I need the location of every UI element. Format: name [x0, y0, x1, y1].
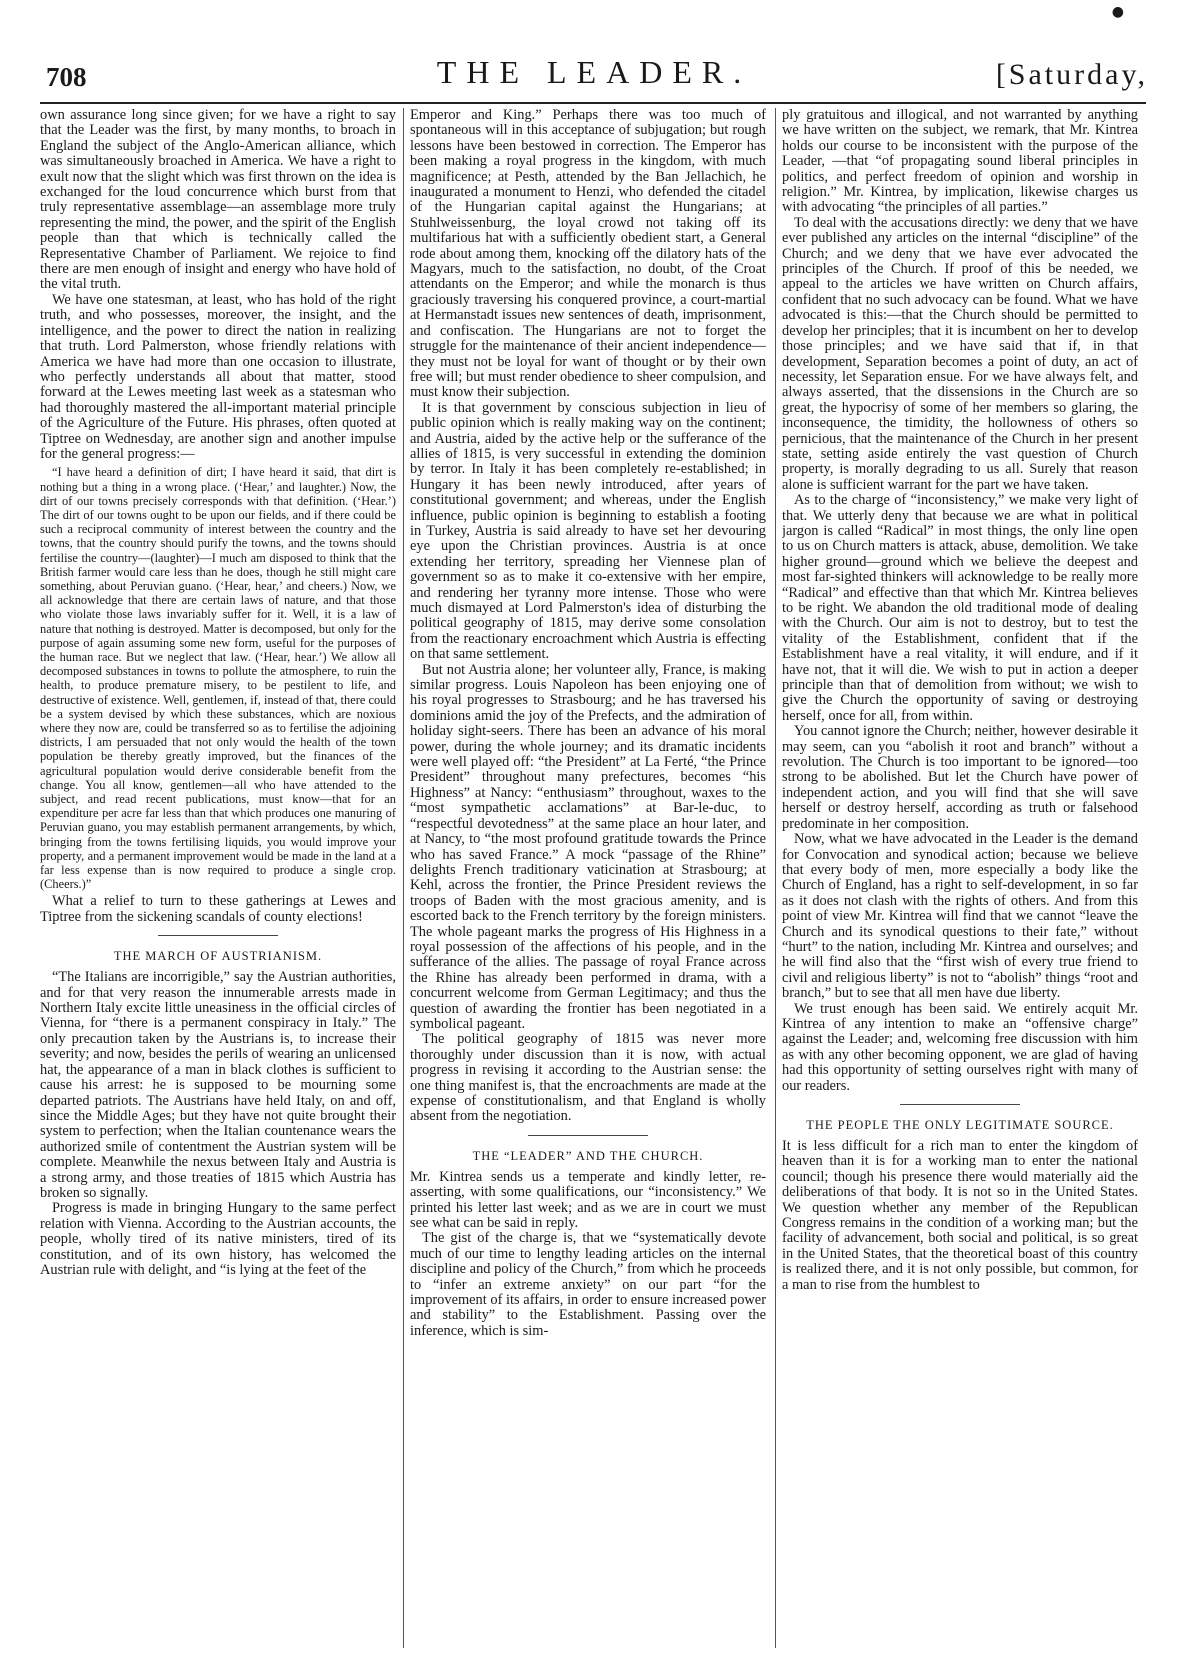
- section-heading: THE PEOPLE THE ONLY LEGITIMATE SOURCE.: [806, 1118, 1114, 1132]
- column-2: [410, 108, 766, 1648]
- page-number: 708: [46, 62, 87, 92]
- article-paragraph: The political geography of 1815 was never more thoroughly under discussion than it is now, with actual progress in revising it according to the Austrian sense: the one thing manifest is, that the encroachments are made at the expense of constitutionalism, and that England is wholly absent from the negotiation.: [410, 1031, 766, 1125]
- section-heading: THE “LEADER” AND THE CHURCH.: [472, 1148, 704, 1163]
- article-paragraph: We trust enough has been said. We entirely acquit Mr. Kintrea of any intention to make an “offensive charge” against the Leader; and, welcoming free discussion with him as with any other becoming opponent, we are glad of having had this opportunity of setting ourselves right with many of our readers.: [782, 1000, 1138, 1094]
- section-separator: [158, 935, 278, 936]
- article-paragraph: Emperor and King.” Perhaps there was too much of spontaneous will in this acceptance of subjugation; but rough lessons have been bestowed in correction. The Emperor has been making a royal progress in the kingdom, with much magnificence; at Pesth, attended by the Ban Jellachich, he inaugurated a monument to Henzi, who defended the citadel of the Hungarian capital against the Hungarians; at Stuhlweissenburg, the loyal crowd not taking off its multifarious hat with a sufficiently obedient start, a General rode about among them, knocking off the dilatory hats of the Magyars, much to the satisfaction, no doubt, of the Croat attendants on the Emperor; and while the monarch is thus graciously traversing his conquered province, a court-martial at Hermanstadt issues new sentences of death, imprisonment, and confiscation. The Hungarians are not to forget the struggle for the maintenance of their ancient independence—they must not be loyal for want of thought or by their own free will; but must render obedience to sheer compulsion, and must know their subjection.: [410, 108, 766, 401]
- article-paragraph: ply gratuitous and illogical, and not warranted by anything we have written on the subject, we remark, that Mr. Kintrea holds our course to be inconsistent with the purpose of the Leader, —that “of propagating sound liberal principles in politics, and perfect freedom of opinion and worship in religion.” Mr. Kintrea, by implication, likewise charges us with advocating “the principles of all parties.”: [782, 108, 1138, 216]
- newspaper-title: THE LEADER.: [436, 54, 752, 90]
- decorative-mark-icon: ●: [1111, 4, 1124, 20]
- article-paragraph: Now, what we have advocated in the Leader is the demand for Convocation and synodical action; because we believe that every body of men, more especially a body like the Church of England, has a right to self-development, in so far as it does not clash with the rights of others. And from this point of view Mr. Kintrea will find that we cannot “leave the Church and its synodical questions to their fate,” without “hurt” to the nation, including Mr. Kintrea and ourselves; and he will find also that the “first wish of every true friend to civil and religious liberty” is not to “abolish” things “root and branch,” but to see that all men have due liberty.: [782, 831, 1138, 1002]
- masthead: [40, 44, 1148, 102]
- column-3: [782, 108, 1138, 1648]
- article-paragraph: You cannot ignore the Church; neither, however desirable it may seem, can you “abolish it root and branch” without a revolution. The Church is too important to be ignored—too strong to be abolished. But let the Church have power of independent action, and you will find that she will save herself or destroy herself, according as truth or falsehood predominate in her composition.: [782, 723, 1138, 832]
- issue-day: [Saturday,: [995, 58, 1148, 91]
- article-paragraph: own assurance long since given; for we have a right to say that the Leader was the first, by many months, to broach in England the subject of the Anglo-American alliance, which was simultaneously broached in America. We have a right to exult now that the slight which was first thrown on the idea is exchanged for the loud concurrence which burst from that truly representative assemblage—an assemblage more truly representing the mind, the power, and the spirit of the English people than that which is technically called the Representative Chamber of Parliament. We rejoice to find there are men enough of insight and energy who have hold of the vital truth.: [40, 108, 396, 293]
- article-paragraph: But not Austria alone; her volunteer ally, France, is making similar progress. Louis Napoleon has been enjoying one of his royal progresses to Strasbourg; and he has traversed his dominions amid the joy of the Prefects, and the admiration of holiday sight-seers. There has been an advance of his moral power, during the whole journey; and its dramatic incidents were well played off: “the President” at La Ferté, “the Prince President” throughout many prefectures, becomes “his Highness” at Nancy: “enthusiasm” throughout, waxes to the “most sympathetic acclamations” at Bar-le-duc, to “respectful devotedness” at the same place an hour later, and at Nancy, to “the most profound gratitude towards the Prince who has saved France.” A mock “passage of the Rhine” delights French traditionary vaticination at Strasbourg; at Kehl, across the frontier, the Prince President reviews the troops of Baden with the most gracious amenity, and is escorted back to the French territory by the foreign ministers. The whole pageant marks the progress of His Highness in a royal possession of the affections of his people, and in the sufferance of the allies. The passage of royal France across the Rhine has already been performed in drama, with a concurrent welcome from German Legitimacy; and thus the question of awarding the frontier has been negotiated in a symbolical pageant.: [410, 661, 766, 1032]
- section-separator: [528, 1135, 648, 1136]
- article-paragraph: It is that government by conscious subjection in lieu of public opinion which is really making way on the continent; and Austria, aided by the active help or the sufferance of the allies of 1815, is very successful in extending the dominion by terror. In Italy it has been completely re-established; in Hungary it has been newly introduced, after years of constitutional government; and whereas, under the English influence, public opinion is beginning to establish a footing in Turkey, Austria is said already to have set her devouring eye upon the Christian provinces. Austria is at once extending her territory, spreading her Viennese plan of government so as to make it co-extensive with her empire, and rendering her tyranny more intense. Those who were much dismayed at Lord Palmerston's idea of disturbing the political geography of 1815, may derive some consolation from the reactionary encroachment which Austria is effecting on that same settlement.: [410, 399, 766, 663]
- column-divider: [403, 108, 404, 1648]
- article-paragraph: Mr. Kintrea sends us a temperate and kindly letter, re-asserting, with some qualifications, our “inconsistency.” We printed his letter last week; and as we are in court we must see what can be said in reply.: [410, 1168, 766, 1232]
- masthead-rule: [40, 102, 1146, 104]
- article-paragraph: To deal with the accusations directly: we deny that we have ever published any articles on the internal “discipline” of the Church; and we deny that we have ever advocated the principles of the Church. If proof of this be needed, we appeal to the articles we have written on Church affairs, confident that no such advocacy can be found. What we have advocated is this:—that the Church should be permitted to develop her principles; that it is incumbent on her to develop those principles; and we have said that if, in that development, Separation becomes a point of duty, an act of necessity, let Separation ensue. For we have always felt, and always asserted, that the dissensions in the Church are so great, the hypocrisy of some of her members so glaring, the inconsequence, the timidity, the hollowness of others so pernicious, that the maintenance of the Church in her present state, setting aside entirely the vast question of Church property, is morally degrading to us all. Surely that reason alone is sufficient warrant for the part we have taken.: [782, 214, 1138, 493]
- article-paragraph: “The Italians are incorrigible,” say the Austrian authorities, and for that very reason the innumerable arrests made in Northern Italy excite little uneasiness in the official circles of Vienna, for “there is a permanent conspiracy in Italy.” The only precaution taken by the Austrians is, to increase their severity; and now, besides the perils of wearing an unlicensed hat, the appearance of a man in black clothes is sufficient to cause his arrest: he is supposed to be mourning some departed patriots. The Austrians have held Italy, on and off, since the Middle Ages; but they have not quite brought their system to perfection; when the Italian countenance wears the authorized smile of contentment the Austrian system will be complete. Meanwhile the nexus between Italy and Austria is a strong army, and those treaties of 1815 which Austria has broken so signally.: [40, 969, 396, 1201]
- column-1: [40, 108, 396, 1648]
- section-separator: [900, 1104, 1020, 1105]
- article-paragraph: Progress is made in bringing Hungary to the same perfect relation with Vienna. According to the Austrian accounts, the people, wholly tired of its native ministers, tired of its constitution, and of its own history, has welcomed the Austrian rule with delight, and “is lying at the feet of the: [40, 1200, 396, 1278]
- quoted-speech: “I have heard a definition of dirt; I have heard it said, that dirt is nothing but a thing in a wrong place. (‘Hear,’ and laughter.) Now, the dirt of our towns precisely corresponds with that definition. (‘Hear.’) The dirt of our towns ought to be upon our fields, and if there could be such a reciprocal community of interest between the country and the towns, that the country should purify the towns, and the towns should fertilise the country—(laughter)—I much am disposed to think that the British farmer would care less than he does, though he still might care something, about Peruvian guano. (‘Hear, hear,’ and cheers.) Now, we all acknowledge that there are certain laws of nature, and that those who violate those laws invariably suffer for it. Well, it is a law of nature that nothing is destroyed. Matter is decomposed, but only for the purpose of again assuming some new form, useful for the purposes of the human race. But we neglect that law. (‘Hear, hear.’) We allow all decomposed substances in towns to pollute the atmosphere, to ruin the health, to produce premature misery, to be pestilent to life, and destructive of existence. Well, gentlemen, if, instead of that, there could be a system devised by which these substances, which are noxious where they now are, could be transferred so as to fertilise the adjoining districts, I am persuaded that not only would the health of the town population be thereby greatly improved, but the finances of the agricultural population would derive considerable benefit from the change. You all know, gentlemen—all who have attended to the subject, and read recent publications, must know—that for an expenditure per acre far less than that which produces one manuring of Peruvian guano, you may establish permanent arrangements, by which, bringing from the towns fertilising liquids, you would improve your property, and a permanent improvement would be made in the land at a far less expense than is now required to produce a single crop. (Cheers.)”: [40, 465, 396, 892]
- article-paragraph: It is less difficult for a rich man to enter the kingdom of heaven than it is for a working man to enter the national council; though his presence there would materially aid the deliberations of that body. It is not so in the United States. We question whether any member of the Republican Congress remains in the condition of a working man; but the facility of advancement, both social and political, is so great in the United States, that the theoretical boast of this country is realized there, and it is not only possible, but common, for a man to rise from the humblest to: [782, 1138, 1138, 1293]
- article-paragraph: We have one statesman, at least, who has hold of the right truth, and who possesses, moreover, the insight, and the intelligence, and the power to direct the nation in realizing that truth. Lord Palmerston, whose friendly relations with America we have had more than one occasion to illustrate, who perfectly understands all about that matter, stood forward at the Lewes meeting last week as a statesman who had thoroughly mastered the all-important material principle of the Agriculture of the Future. His phrases, often quoted at Tiptree on Wednesday, are another sign and another impulse for the general progress:—: [40, 291, 396, 462]
- column-divider: [775, 108, 776, 1648]
- article-paragraph: What a relief to turn to these gatherings at Lewes and Tiptree from the sickening scandals of county elections!: [40, 893, 396, 925]
- article-paragraph: As to the charge of “inconsistency,” we make very light of that. We utterly deny that because we are what in political jargon is called “Radical” in most things, the only line open to us on Church matters is attack, abuse, demolition. We take higher ground—ground which we believe the deepest and most far-sighted thinkers will acknowledge to be really more “Radical” and effective than that which Mr. Kintrea believes to be right. We abandon the old traditional mode of dealing with the Church. Our aim is not to destroy, but to test the vitality of the Establishment, confident that if the Establishment have a real vitality, it will endure, and if it have not, that it will die. We wish to put in action a deeper principle than that of demolition from without; we wish to give the Church the opportunity of saving or destroying herself, once for all, from within.: [782, 492, 1138, 724]
- article-paragraph: The gist of the charge is, that we “systematically devote much of our time to lengthy leading articles on the internal discipline and policy of the Church,” from which he proceeds to “infer an extreme anxiety” on our part “for the improvement of its affairs, in order to ensure increased power and stability” to the Establishment. Passing over the inference, which is sim-: [410, 1230, 766, 1339]
- section-heading: THE MARCH OF AUSTRIANISM.: [113, 949, 323, 964]
